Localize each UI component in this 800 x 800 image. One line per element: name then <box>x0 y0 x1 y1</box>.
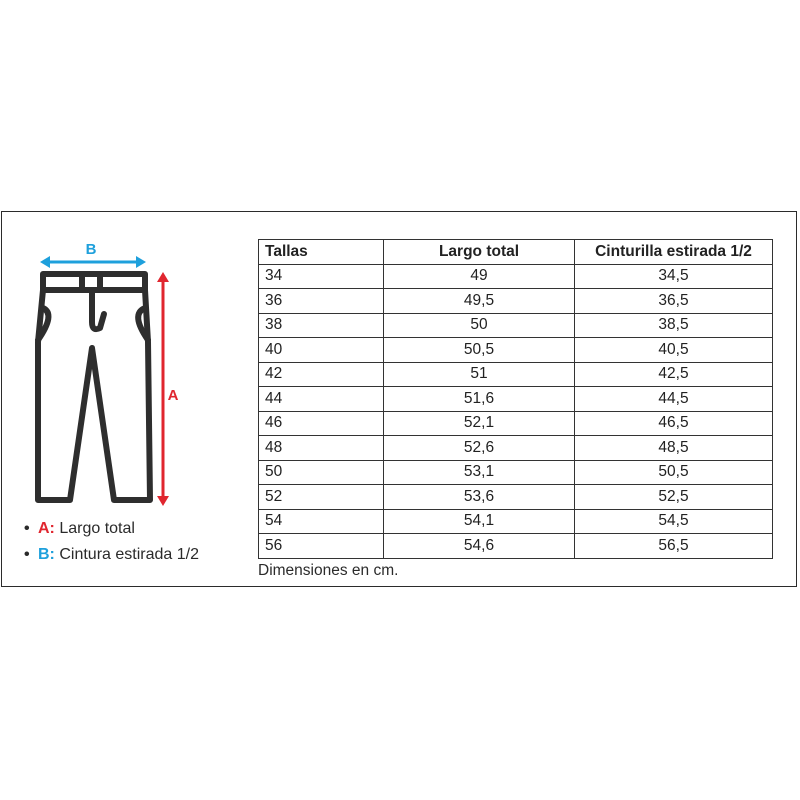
cell-cinturilla: 54,5 <box>575 509 773 534</box>
cell-cinturilla: 48,5 <box>575 436 773 461</box>
cell-cinturilla: 52,5 <box>575 485 773 510</box>
cell-talla: 40 <box>259 338 384 363</box>
label-b: B <box>85 241 97 258</box>
cell-largo-total: 52,6 <box>384 436 575 461</box>
bullet-icon: • <box>24 520 30 537</box>
cell-talla: 46 <box>259 411 384 436</box>
cell-cinturilla: 42,5 <box>575 362 773 387</box>
cell-largo-total: 50,5 <box>384 338 575 363</box>
cell-cinturilla: 50,5 <box>575 460 773 485</box>
cell-largo-total: 53,1 <box>384 460 575 485</box>
cell-cinturilla: 46,5 <box>575 411 773 436</box>
cell-cinturilla: 38,5 <box>575 313 773 338</box>
cell-largo-total: 53,6 <box>384 485 575 510</box>
cell-talla: 50 <box>259 460 384 485</box>
cell-largo-total: 51 <box>384 362 575 387</box>
cell-largo-total: 50 <box>384 313 575 338</box>
measurement-legend <box>24 516 199 568</box>
cell-largo-total: 54,6 <box>384 534 575 559</box>
header-largo-total: Largo total <box>384 240 575 265</box>
table-header-row <box>259 240 773 265</box>
pants-diagram <box>26 222 186 512</box>
cell-largo-total: 49,5 <box>384 289 575 314</box>
table-row <box>259 534 773 559</box>
cell-talla: 38 <box>259 313 384 338</box>
table-row <box>259 460 773 485</box>
cell-largo-total: 52,1 <box>384 411 575 436</box>
cell-largo-total: 51,6 <box>384 387 575 412</box>
legend-item-b <box>24 542 199 568</box>
table-row <box>259 338 773 363</box>
label-a: A <box>167 387 179 404</box>
table-body <box>259 264 773 558</box>
legend-text-a: Largo total <box>59 520 135 537</box>
table-row <box>259 411 773 436</box>
table-row <box>259 264 773 289</box>
cell-cinturilla: 56,5 <box>575 534 773 559</box>
table-row <box>259 313 773 338</box>
cell-talla: 54 <box>259 509 384 534</box>
cell-talla: 44 <box>259 387 384 412</box>
cell-talla: 42 <box>259 362 384 387</box>
cell-largo-total: 54,1 <box>384 509 575 534</box>
header-tallas: Tallas <box>259 240 384 265</box>
legend-text-b: Cintura estirada 1/2 <box>59 546 199 563</box>
legend-key-a: A: <box>38 520 55 537</box>
bullet-icon: • <box>24 546 30 563</box>
cell-cinturilla: 44,5 <box>575 387 773 412</box>
table-row <box>259 387 773 412</box>
cell-talla: 56 <box>259 534 384 559</box>
cell-talla: 52 <box>259 485 384 510</box>
cell-largo-total: 49 <box>384 264 575 289</box>
legend-key-b: B: <box>38 546 55 563</box>
pants-icon <box>26 222 186 512</box>
cell-talla: 48 <box>259 436 384 461</box>
cell-cinturilla: 36,5 <box>575 289 773 314</box>
legend-item-a <box>24 516 199 542</box>
cell-cinturilla: 40,5 <box>575 338 773 363</box>
cell-cinturilla: 34,5 <box>575 264 773 289</box>
table-row <box>259 289 773 314</box>
table-row <box>259 436 773 461</box>
units-note: Dimensiones en cm. <box>258 562 399 579</box>
pants-outline <box>38 274 150 500</box>
cell-talla: 36 <box>259 289 384 314</box>
cell-talla: 34 <box>259 264 384 289</box>
header-cinturilla: Cinturilla estirada 1/2 <box>575 240 773 265</box>
table-row <box>259 485 773 510</box>
table-row <box>259 362 773 387</box>
size-guide-panel <box>1 211 797 587</box>
table-row <box>259 509 773 534</box>
size-table <box>258 239 773 559</box>
